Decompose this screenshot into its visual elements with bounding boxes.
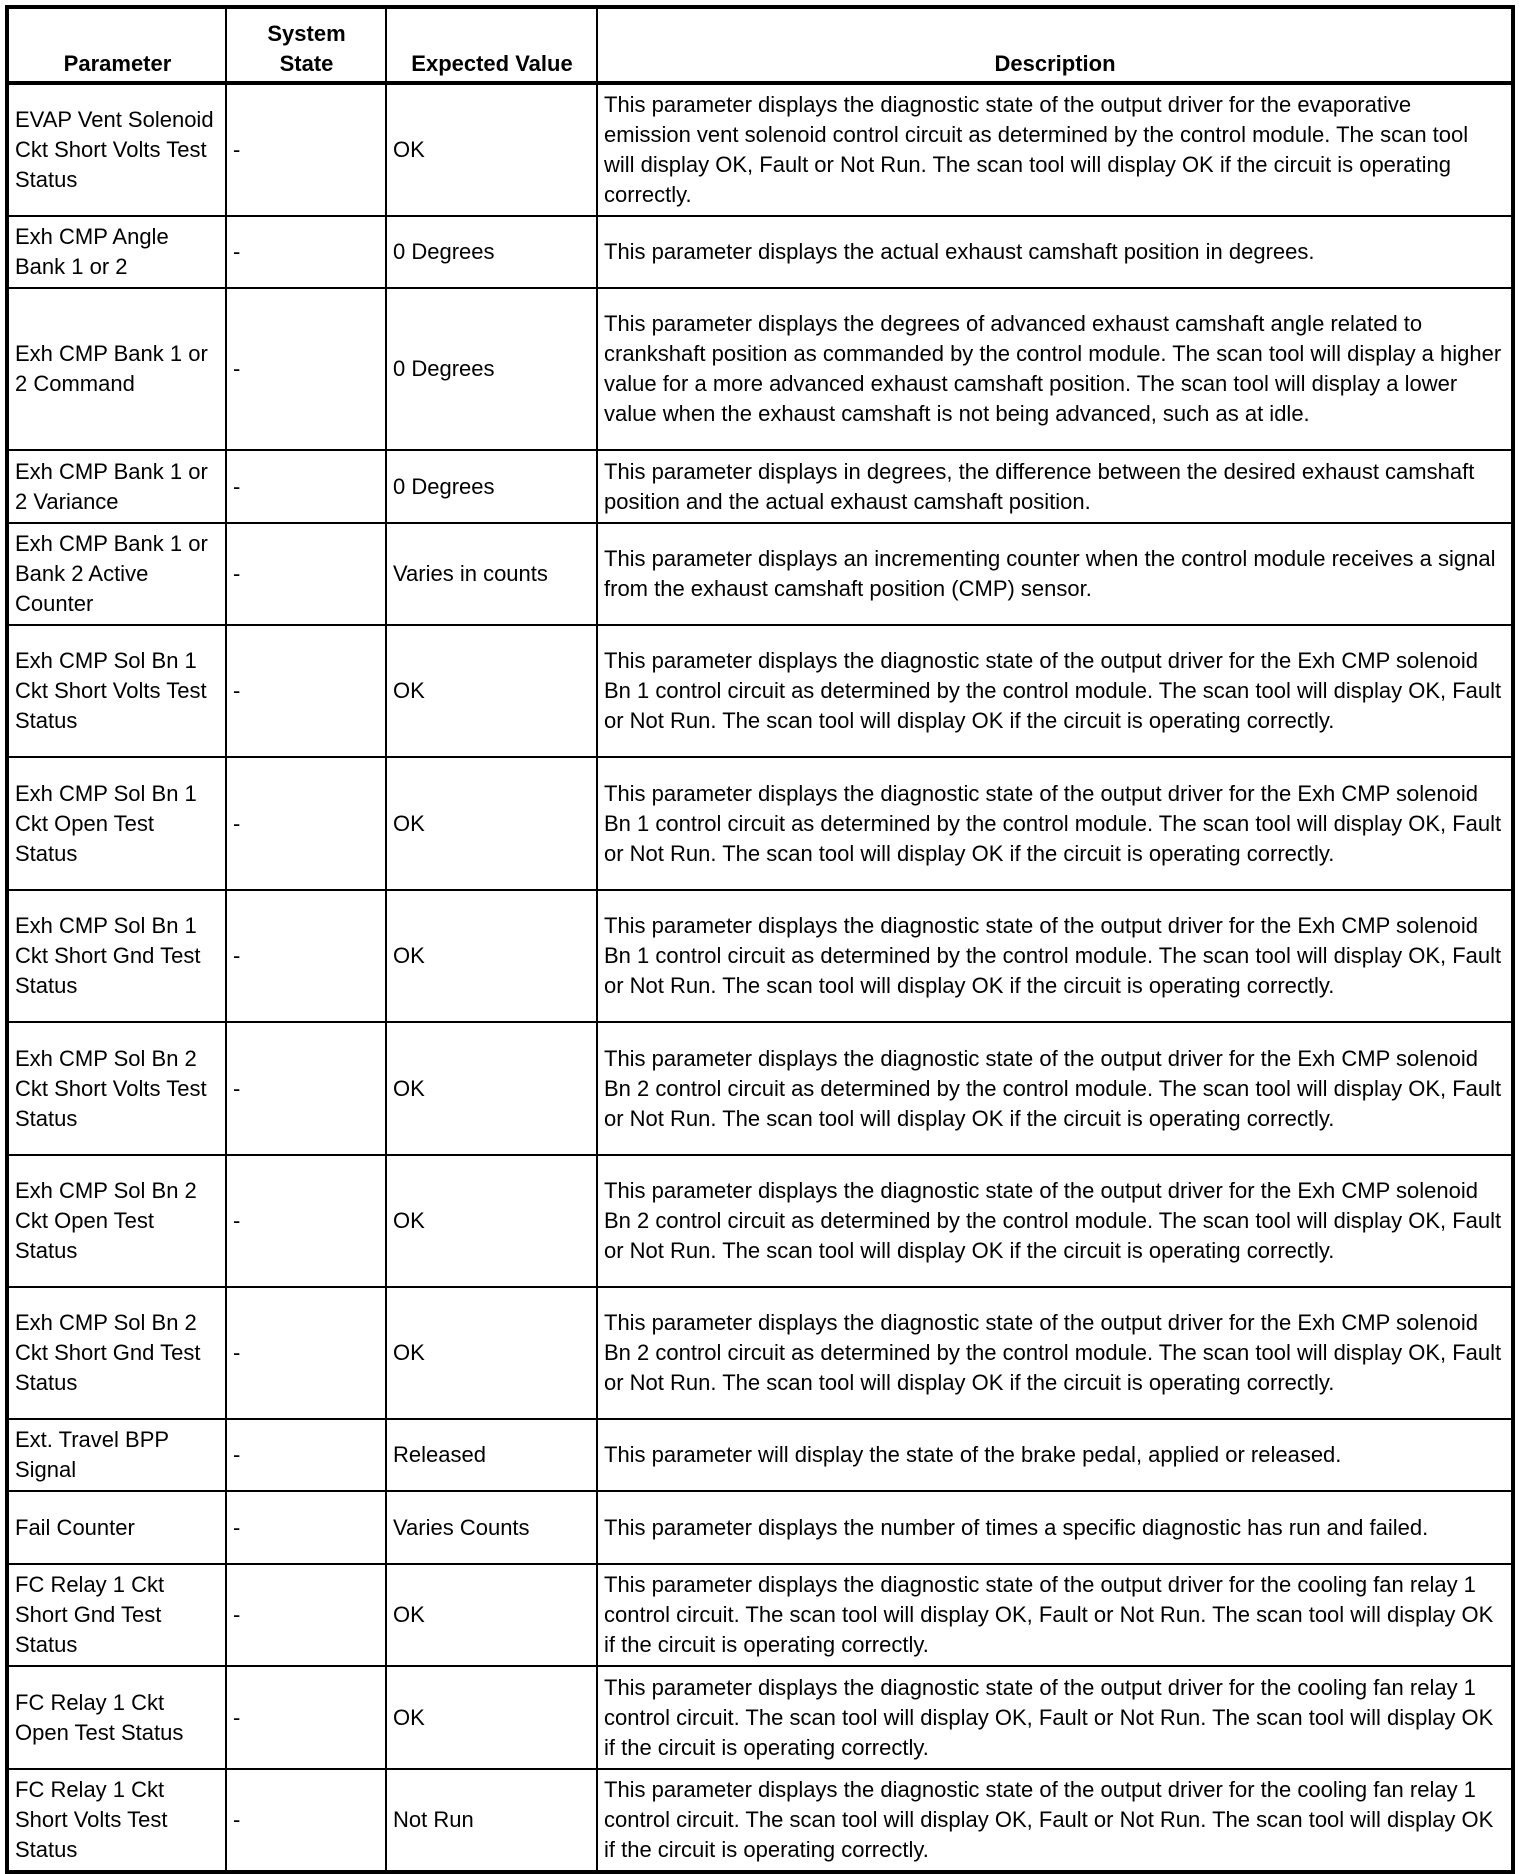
cell-description: This parameter displays in degrees, the difference between the desired exhaust camshaft position and the actual exhaust camshaft position. bbox=[597, 450, 1513, 523]
cell-parameter: FC Relay 1 Ckt Short Volts Test Status bbox=[7, 1769, 226, 1872]
header-system-state bbox=[226, 7, 386, 83]
cell-system-state: - bbox=[226, 1419, 386, 1491]
cell-expected-value: Varies in counts bbox=[386, 523, 597, 625]
table-header bbox=[7, 7, 1513, 83]
table-body bbox=[7, 83, 1513, 1872]
table-row bbox=[7, 288, 1513, 450]
cell-description: This parameter displays the diagnostic state of the output driver for the Exh CMP solenoid Bn 2 control circuit as determined by the control module. The scan tool will display OK, Fault or Not Run. The scan tool will display OK if the circuit is operating correctly. bbox=[597, 1155, 1513, 1287]
cell-description: This parameter displays the diagnostic state of the output driver for the Exh CMP solenoid Bn 2 control circuit as determined by the control module. The scan tool will display OK, Fault or Not Run. The scan tool will display OK if the circuit is operating correctly. bbox=[597, 1022, 1513, 1155]
cell-description: This parameter displays the diagnostic state of the output driver for the Exh CMP solenoid Bn 1 control circuit as determined by the control module. The scan tool will display OK, Fault or Not Run. The scan tool will display OK if the circuit is operating correctly. bbox=[597, 625, 1513, 757]
cell-description: This parameter displays the diagnostic state of the output driver for the cooling fan relay 1 control circuit. The scan tool will display OK, Fault or Not Run. The scan tool will display OK if the circuit is operating correctly. bbox=[597, 1769, 1513, 1872]
cell-system-state: - bbox=[226, 1022, 386, 1155]
cell-parameter: Exh CMP Sol Bn 1 Ckt Short Gnd Test Status bbox=[7, 890, 226, 1022]
cell-parameter: Exh CMP Sol Bn 1 Ckt Open Test Status bbox=[7, 757, 226, 890]
header-expected-value: Expected Value bbox=[386, 7, 597, 83]
cell-system-state: - bbox=[226, 1287, 386, 1419]
table-row bbox=[7, 1491, 1513, 1564]
cell-expected-value: OK bbox=[386, 1155, 597, 1287]
cell-parameter: FC Relay 1 Ckt Open Test Status bbox=[7, 1666, 226, 1769]
cell-system-state: - bbox=[226, 523, 386, 625]
cell-parameter: EVAP Vent Solenoid Ckt Short Volts Test Status bbox=[7, 83, 226, 216]
table-row bbox=[7, 450, 1513, 523]
cell-system-state: - bbox=[226, 83, 386, 216]
table-row bbox=[7, 83, 1513, 216]
cell-system-state: - bbox=[226, 216, 386, 288]
table-row bbox=[7, 1022, 1513, 1155]
cell-description: This parameter displays the diagnostic state of the output driver for the Exh CMP solenoid Bn 1 control circuit as determined by the control module. The scan tool will display OK, Fault or Not Run. The scan tool will display OK if the circuit is operating correctly. bbox=[597, 890, 1513, 1022]
cell-system-state: - bbox=[226, 1155, 386, 1287]
cell-expected-value: OK bbox=[386, 1022, 597, 1155]
table-row bbox=[7, 1155, 1513, 1287]
cell-expected-value: OK bbox=[386, 625, 597, 757]
cell-parameter: Fail Counter bbox=[7, 1491, 226, 1564]
cell-description: This parameter will display the state of the brake pedal, applied or released. bbox=[597, 1419, 1513, 1491]
cell-system-state: - bbox=[226, 625, 386, 757]
cell-description: This parameter displays the diagnostic state of the output driver for the cooling fan relay 1 control circuit. The scan tool will display OK, Fault or Not Run. The scan tool will display OK if the circuit is operating correctly. bbox=[597, 1666, 1513, 1769]
table-row bbox=[7, 523, 1513, 625]
table-row bbox=[7, 1769, 1513, 1872]
cell-system-state: - bbox=[226, 1491, 386, 1564]
cell-expected-value: OK bbox=[386, 1666, 597, 1769]
cell-expected-value: OK bbox=[386, 757, 597, 890]
table-row bbox=[7, 1564, 1513, 1666]
cell-expected-value: OK bbox=[386, 83, 597, 216]
cell-parameter: Exh CMP Sol Bn 2 Ckt Short Gnd Test Status bbox=[7, 1287, 226, 1419]
table-row bbox=[7, 1287, 1513, 1419]
cell-expected-value: 0 Degrees bbox=[386, 216, 597, 288]
cell-system-state: - bbox=[226, 1564, 386, 1666]
cell-expected-value: Not Run bbox=[386, 1769, 597, 1872]
cell-description: This parameter displays an incrementing counter when the control module receives a signal from the exhaust camshaft position (CMP) sensor. bbox=[597, 523, 1513, 625]
table-row bbox=[7, 625, 1513, 757]
table-row bbox=[7, 216, 1513, 288]
cell-parameter: Exh CMP Sol Bn 1 Ckt Short Volts Test Status bbox=[7, 625, 226, 757]
cell-expected-value: OK bbox=[386, 1287, 597, 1419]
cell-expected-value: 0 Degrees bbox=[386, 450, 597, 523]
cell-parameter: Exh CMP Bank 1 or 2 Command bbox=[7, 288, 226, 450]
cell-system-state: - bbox=[226, 1769, 386, 1872]
cell-system-state: - bbox=[226, 890, 386, 1022]
cell-expected-value: 0 Degrees bbox=[386, 288, 597, 450]
table-row bbox=[7, 757, 1513, 890]
cell-expected-value: Varies Counts bbox=[386, 1491, 597, 1564]
cell-description: This parameter displays the actual exhaust camshaft position in degrees. bbox=[597, 216, 1513, 288]
cell-description: This parameter displays the degrees of advanced exhaust camshaft angle related to crankshaft position as commanded by the control module. The scan tool will display a higher value for a more advanced exhaust camshaft position. The scan tool will display a lower value when the exhaust camshaft is not being advanced, such as at idle. bbox=[597, 288, 1513, 450]
cell-system-state: - bbox=[226, 1666, 386, 1769]
cell-parameter: Exh CMP Bank 1 or 2 Variance bbox=[7, 450, 226, 523]
cell-parameter: Ext. Travel BPP Signal bbox=[7, 1419, 226, 1491]
cell-parameter: FC Relay 1 Ckt Short Gnd Test Status bbox=[7, 1564, 226, 1666]
header-description: Description bbox=[597, 7, 1513, 83]
header-system-state-label: System State bbox=[267, 21, 346, 76]
cell-description: This parameter displays the diagnostic state of the output driver for the evaporative emission vent solenoid control circuit as determined by the control module. The scan tool will display OK, Fault or Not Run. The scan tool will display OK if the circuit is operating correctly. bbox=[597, 83, 1513, 216]
parameter-table bbox=[5, 5, 1515, 1874]
cell-system-state: - bbox=[226, 450, 386, 523]
cell-description: This parameter displays the diagnostic state of the output driver for the Exh CMP solenoid Bn 1 control circuit as determined by the control module. The scan tool will display OK, Fault or Not Run. The scan tool will display OK if the circuit is operating correctly. bbox=[597, 757, 1513, 890]
cell-description: This parameter displays the diagnostic state of the output driver for the Exh CMP solenoid Bn 2 control circuit as determined by the control module. The scan tool will display OK, Fault or Not Run. The scan tool will display OK if the circuit is operating correctly. bbox=[597, 1287, 1513, 1419]
table-row bbox=[7, 1666, 1513, 1769]
cell-system-state: - bbox=[226, 757, 386, 890]
cell-description: This parameter displays the number of times a specific diagnostic has run and failed. bbox=[597, 1491, 1513, 1564]
cell-expected-value: OK bbox=[386, 890, 597, 1022]
cell-parameter: Exh CMP Angle Bank 1 or 2 bbox=[7, 216, 226, 288]
table-row bbox=[7, 890, 1513, 1022]
header-parameter: Parameter bbox=[7, 7, 226, 83]
cell-expected-value: OK bbox=[386, 1564, 597, 1666]
cell-description: This parameter displays the diagnostic state of the output driver for the cooling fan relay 1 control circuit. The scan tool will display OK, Fault or Not Run. The scan tool will display OK if the circuit is operating correctly. bbox=[597, 1564, 1513, 1666]
cell-system-state: - bbox=[226, 288, 386, 450]
table-row bbox=[7, 1419, 1513, 1491]
cell-parameter: Exh CMP Sol Bn 2 Ckt Open Test Status bbox=[7, 1155, 226, 1287]
cell-expected-value: Released bbox=[386, 1419, 597, 1491]
cell-parameter: Exh CMP Sol Bn 2 Ckt Short Volts Test Status bbox=[7, 1022, 226, 1155]
cell-parameter: Exh CMP Bank 1 or Bank 2 Active Counter bbox=[7, 523, 226, 625]
header-row bbox=[7, 7, 1513, 83]
